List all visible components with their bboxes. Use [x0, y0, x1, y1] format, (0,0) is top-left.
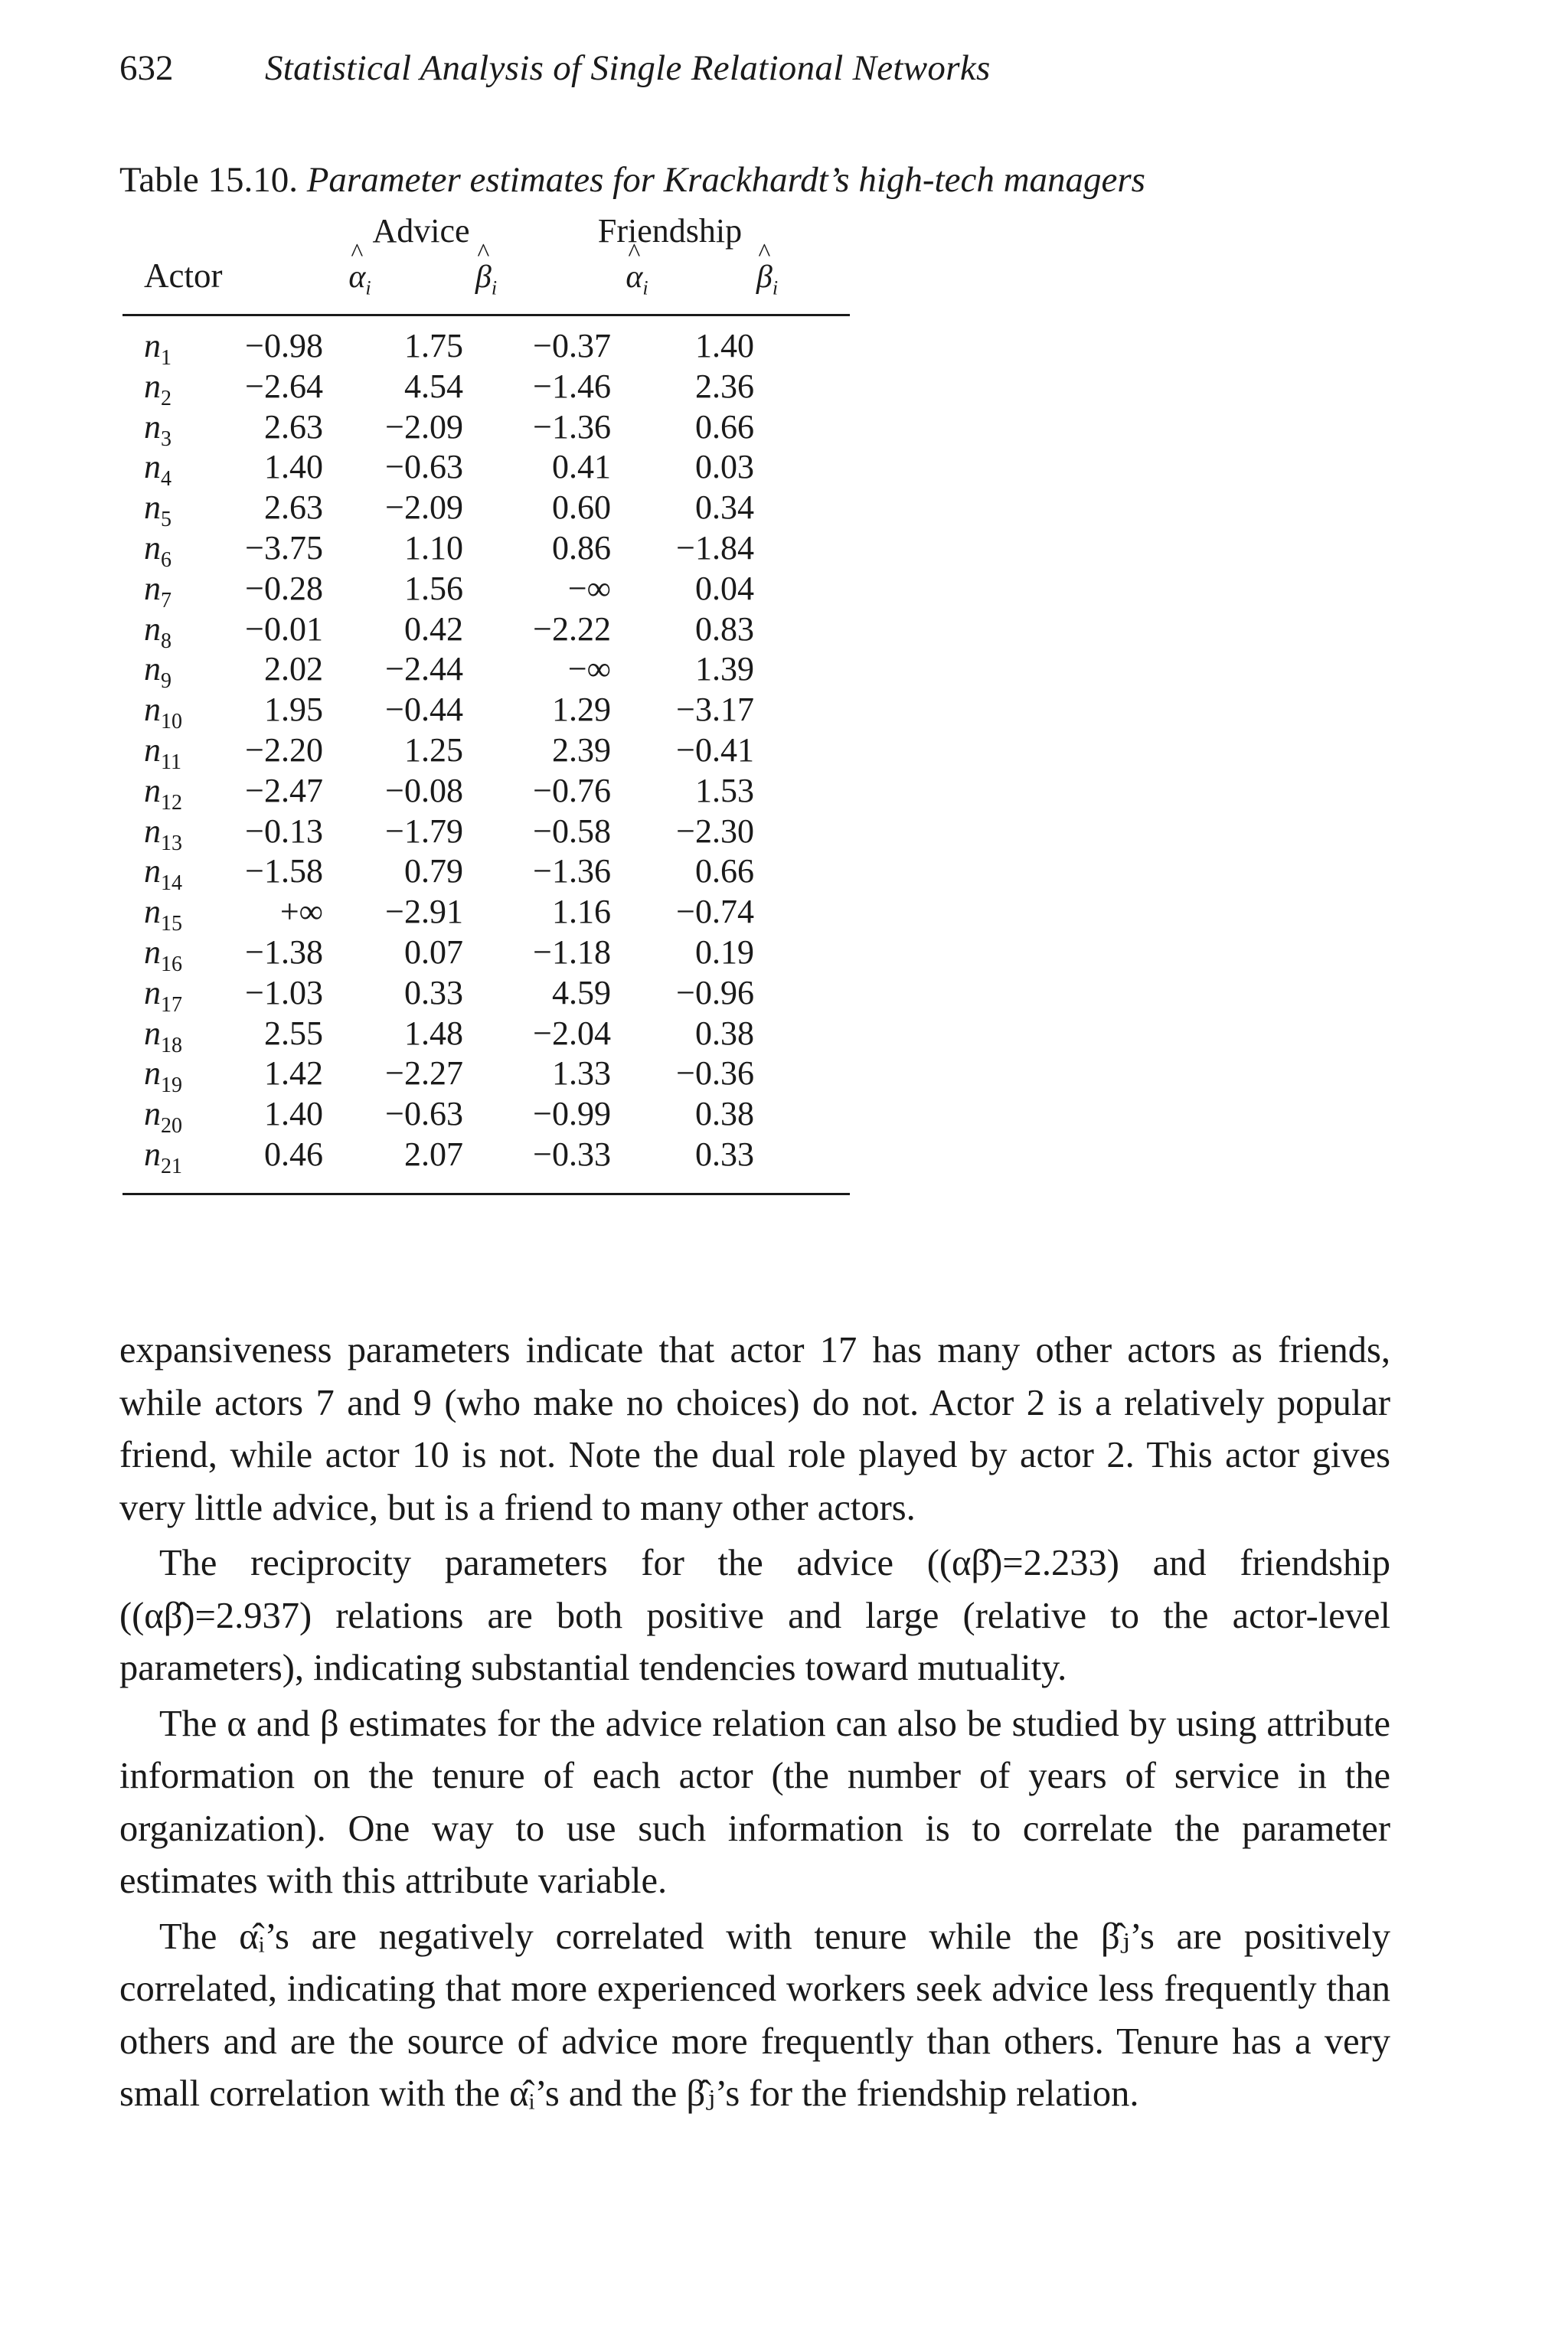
cell-actor: $n_1$ [144, 327, 172, 370]
cell-friendship-beta: 1.40 [695, 327, 754, 364]
cell-friendship-alpha: −1.18 [533, 933, 611, 971]
cell-friendship-beta: 0.38 [695, 1014, 754, 1052]
cell-actor: $n_7$ [144, 569, 172, 613]
cell-actor: $n_{16}$ [144, 933, 182, 976]
cell-actor: $n_4$ [144, 448, 172, 492]
cell-advice-beta: 1.75 [404, 327, 463, 364]
table-row [122, 973, 850, 1017]
group-header-advice: Advice [372, 212, 470, 250]
cell-friendship-beta: 0.34 [695, 488, 754, 527]
cell-advice-beta: 2.07 [404, 1135, 463, 1173]
table-caption-label: Table 15.10. [119, 160, 298, 200]
cell-advice-beta: 1.48 [404, 1014, 463, 1052]
table-row [122, 1135, 850, 1178]
table-row [122, 690, 850, 733]
cell-actor: $n_{15}$ [144, 893, 182, 936]
cell-friendship-alpha: 0.41 [552, 448, 611, 486]
cell-friendship-alpha: −2.04 [533, 1014, 611, 1052]
cell-friendship-beta: 0.03 [695, 448, 754, 486]
table-row [122, 771, 850, 815]
table-row [122, 326, 850, 370]
cell-advice-alpha: 0.46 [264, 1135, 323, 1173]
cell-friendship-alpha: −2.22 [533, 609, 611, 648]
cell-advice-beta: 0.42 [404, 609, 463, 648]
cell-friendship-alpha: −1.46 [533, 367, 611, 405]
cell-friendship-alpha: 0.86 [552, 528, 611, 567]
cell-advice-alpha: −1.38 [245, 933, 323, 971]
cell-advice-beta: −0.44 [385, 691, 463, 729]
table-row [122, 1014, 850, 1057]
cell-friendship-beta: 1.39 [695, 650, 754, 688]
table-caption [119, 159, 1145, 201]
cell-friendship-alpha: 1.29 [552, 691, 611, 729]
table-top-rule [122, 314, 850, 316]
cell-actor: $n_{18}$ [144, 1014, 182, 1057]
cell-actor: $n_6$ [144, 528, 172, 572]
table-body [122, 326, 850, 1178]
cell-advice-alpha: 2.02 [264, 650, 323, 688]
cell-advice-alpha: 2.63 [264, 488, 323, 527]
paragraph-expansiveness: expansiveness parameters indicate that actor 17 has many other actors as friends, while actors 7 and 9 (who make no choices) do not. Actor 2 is a relatively popular friend, while actor 10 is not. Note the dual role played by actor 2. This actor gives very little advice, but is a friend to many other actors. [119, 1330, 1390, 1528]
cell-advice-beta: −0.08 [385, 771, 463, 809]
cell-advice-alpha: −2.20 [245, 730, 323, 769]
column-header-friendship-alpha: ^ $\alpha_i$ [626, 259, 648, 299]
table-bottom-rule [122, 1193, 850, 1195]
paragraph-tenure-correlation: The α̂ᵢ’s are negatively correlated with tenure while the β̂ⱼ’s are positively correlated, indicating that more experienced workers seek advice less frequently than others and are the source of advice more frequently than others. Tenure has a very small correlation with the α̂ᵢ’s and the β̂ⱼ’s for the friendship relation. [119, 1916, 1390, 2114]
table-row [122, 447, 850, 492]
cell-friendship-beta: 0.83 [695, 609, 754, 648]
cell-advice-alpha: 2.63 [264, 407, 323, 446]
cell-actor: $n_{14}$ [144, 852, 182, 896]
cell-actor: $n_8$ [144, 609, 172, 653]
group-header-friendship: Friendship [597, 212, 743, 250]
cell-friendship-beta: −3.17 [676, 691, 754, 729]
cell-friendship-beta: −0.41 [676, 730, 754, 769]
cell-advice-beta: −0.63 [385, 1095, 463, 1133]
cell-advice-alpha: −1.58 [245, 852, 323, 890]
cell-advice-alpha: −2.47 [245, 771, 323, 809]
cell-friendship-beta: 0.19 [695, 933, 754, 971]
cell-friendship-beta: 0.66 [695, 852, 754, 890]
cell-advice-alpha: −0.98 [245, 327, 323, 364]
cell-friendship-beta: 0.33 [695, 1135, 754, 1173]
running-head-title: Statistical Analysis of Single Relational Networks [265, 48, 991, 88]
column-header-friendship-beta: ^ $\beta_i$ [756, 259, 778, 299]
cell-actor: $n_{13}$ [144, 812, 182, 855]
cell-friendship-beta: 2.36 [695, 367, 754, 405]
column-header-advice-alpha: ^ $\alpha_i$ [348, 259, 371, 299]
cell-advice-alpha: 1.42 [264, 1054, 323, 1093]
table-row [122, 407, 850, 451]
cell-actor: $n_5$ [144, 488, 172, 531]
cell-actor: $n_{21}$ [144, 1135, 182, 1178]
cell-advice-alpha: −0.01 [245, 609, 323, 648]
cell-friendship-beta: 1.53 [695, 771, 754, 809]
table-row [122, 609, 850, 653]
table-row [122, 1094, 850, 1138]
cell-friendship-alpha: −0.37 [533, 327, 611, 364]
table-row [122, 851, 850, 896]
cell-advice-alpha: −2.64 [245, 367, 323, 405]
table-row [122, 367, 850, 410]
cell-friendship-alpha: 4.59 [552, 973, 611, 1011]
cell-advice-alpha: 1.95 [264, 691, 323, 729]
cell-friendship-beta: 0.66 [695, 407, 754, 446]
cell-actor: $n_{20}$ [144, 1095, 182, 1138]
table-row [122, 649, 850, 694]
paragraph-tenure-attribute: The α and β estimates for the advice relation can also be studied by using attribute information on the tenure of each actor (the number of years of service in the organization). One way to use such information is to correlate the parameter estimates with this attribute variable. [119, 1703, 1390, 1901]
cell-friendship-alpha: 1.33 [552, 1054, 611, 1093]
cell-friendship-alpha: 1.16 [552, 893, 611, 931]
table-row [122, 488, 850, 531]
table-row [122, 892, 850, 936]
cell-advice-beta: −2.27 [385, 1054, 463, 1093]
cell-actor: $n_{12}$ [144, 771, 182, 815]
cell-friendship-beta: −2.30 [676, 812, 754, 850]
body-text [119, 1325, 1390, 2121]
cell-advice-beta: 0.33 [404, 973, 463, 1011]
cell-actor: $n_3$ [144, 407, 172, 451]
cell-advice-beta: 1.25 [404, 730, 463, 769]
table-row [122, 730, 850, 774]
cell-advice-alpha: +∞ [279, 893, 323, 931]
column-header-actor: Actor [144, 256, 223, 295]
table-row [122, 933, 850, 976]
running-header [119, 47, 991, 89]
cell-friendship-beta: −0.36 [676, 1054, 754, 1093]
cell-advice-beta: −2.09 [385, 488, 463, 527]
table-row [122, 569, 850, 613]
cell-friendship-alpha: −∞ [567, 569, 611, 607]
cell-actor: $n_2$ [144, 367, 172, 410]
table-row [122, 1054, 850, 1098]
column-header-advice-beta: ^ $\beta_i$ [475, 259, 497, 299]
cell-advice-beta: −2.91 [385, 893, 463, 931]
cell-friendship-beta: −0.74 [676, 893, 754, 931]
cell-advice-beta: 1.56 [404, 569, 463, 607]
cell-actor: $n_{17}$ [144, 973, 182, 1017]
cell-advice-alpha: 1.40 [264, 1095, 323, 1133]
cell-advice-alpha: −0.28 [245, 569, 323, 607]
cell-friendship-alpha: −0.99 [533, 1095, 611, 1133]
cell-friendship-alpha: −0.33 [533, 1135, 611, 1173]
cell-actor: $n_{10}$ [144, 691, 182, 733]
cell-friendship-alpha: −1.36 [533, 407, 611, 446]
cell-advice-alpha: −1.03 [245, 973, 323, 1011]
cell-actor: $n_9$ [144, 650, 172, 694]
table-caption-title: Parameter estimates for Krackhardt’s high-tech managers [306, 160, 1145, 200]
cell-friendship-beta: −0.96 [676, 973, 754, 1011]
cell-advice-alpha: −0.13 [245, 812, 323, 850]
paragraph-reciprocity: The reciprocity parameters for the advice ((αβ̂)=2.233) and friendship ((αβ̂)=2.937) relations are both positive and large (relative to the actor-level parameters), indicating substantial tendencies toward mutuality. [119, 1543, 1390, 1688]
cell-actor: $n_{11}$ [144, 730, 181, 774]
table-row [122, 528, 850, 572]
cell-friendship-alpha: 0.60 [552, 488, 611, 527]
cell-friendship-alpha: 2.39 [552, 730, 611, 769]
cell-advice-beta: −1.79 [385, 812, 463, 850]
cell-advice-beta: −2.44 [385, 650, 463, 688]
page-number: 632 [119, 48, 174, 88]
cell-advice-alpha: 1.40 [264, 448, 323, 486]
cell-advice-beta: 0.07 [404, 933, 463, 971]
cell-friendship-beta: 0.38 [695, 1095, 754, 1133]
cell-advice-alpha: 2.55 [264, 1014, 323, 1052]
cell-actor: $n_{19}$ [144, 1054, 182, 1098]
cell-friendship-beta: −1.84 [676, 528, 754, 567]
cell-advice-beta: −2.09 [385, 407, 463, 446]
cell-advice-beta: 0.79 [404, 852, 463, 890]
cell-friendship-alpha: −0.58 [533, 812, 611, 850]
cell-friendship-beta: 0.04 [695, 569, 754, 607]
cell-advice-alpha: −3.75 [245, 528, 323, 567]
cell-advice-beta: 4.54 [404, 367, 463, 405]
cell-advice-beta: −0.63 [385, 448, 463, 486]
cell-friendship-alpha: −0.76 [533, 771, 611, 809]
cell-friendship-alpha: −1.36 [533, 852, 611, 890]
cell-friendship-alpha: −∞ [567, 650, 611, 688]
cell-advice-beta: 1.10 [404, 528, 463, 567]
table-row [122, 812, 850, 855]
